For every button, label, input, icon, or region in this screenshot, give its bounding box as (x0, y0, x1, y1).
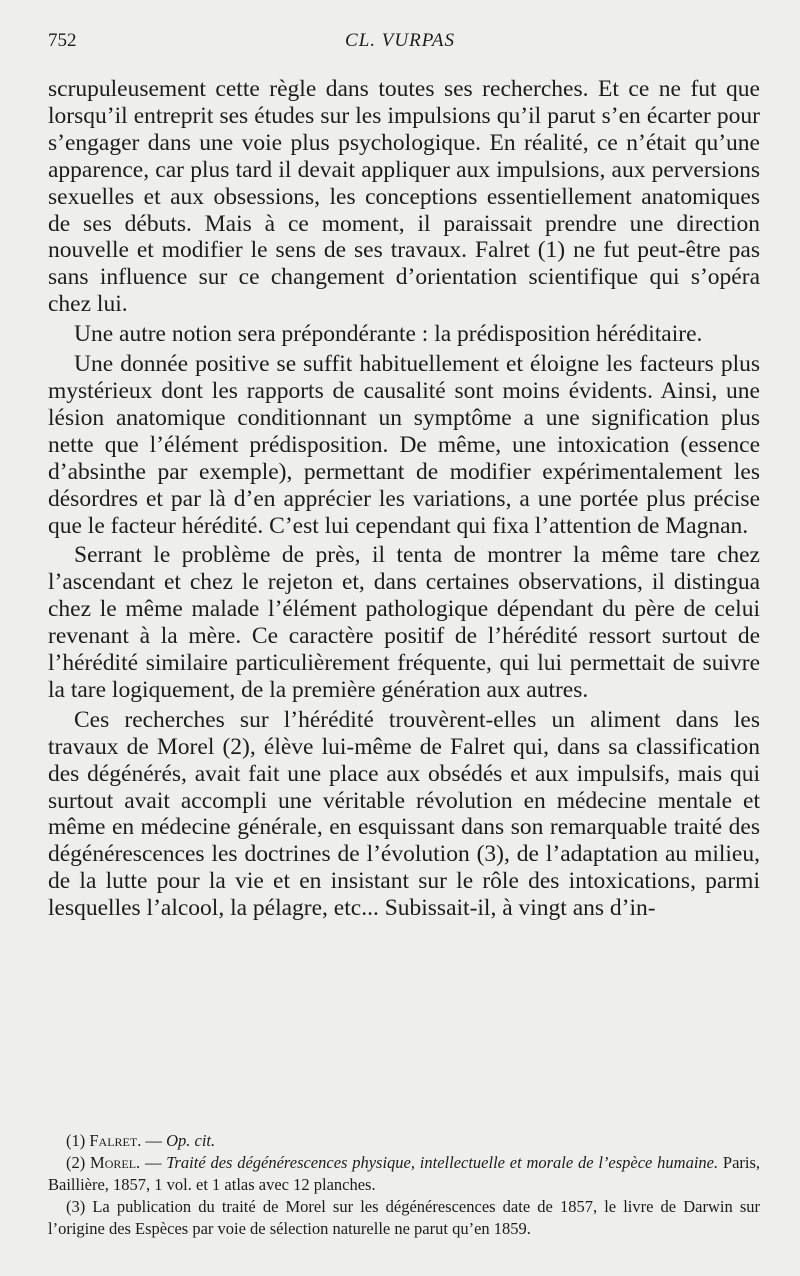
paragraph-5: Ces recherches sur l’hérédité trouvèrent-elles un aliment dans les travaux de Morel (2), élève lui-même de Falret qui, dans sa classification des dégénérés, avait fait une place aux obsédés et aux impulsifs, mais qui surtout avait accompli une véritable révolution en médecine mentale et même en médecine générale, en esquissant dans son remarquable traité des dégénérescences les doctrines de l’évolution (3), de l’adaptation au milieu, de la lutte pour la vie et en insistant sur le rôle des intoxications, parmi lesquelles l’alcool, la pélagre, etc... Subissait-il, à vingt ans d’in- (48, 706, 760, 922)
body-text (48, 76, 760, 922)
paragraph-1: scrupuleusement cette règle dans toutes ses recherches. Et ce ne fut que lorsqu’il entreprit ses études sur les impulsions qu’il parut s’en écarter pour s’engager dans une voie plus psychologique. En réalité, ce n’était qu’une apparence, car plus tard il devait appliquer aux impulsions, aux perversions sexuelles et aux obsessions, les conceptions essentiellement anatomiques de ses débuts. Mais à ce moment, il paraissait prendre une direction nouvelle et modifier le sens de ses travaux. Falret (1) ne fut peut-être pas sans influence sur ce changement d’orientation scientifique qui s’opéra chez lui. (48, 76, 760, 318)
footnote-dash: — (140, 1153, 167, 1172)
running-header (48, 30, 752, 54)
footnote-book-title: Traité des dégénérescences physique, intellectuelle et morale de l’espèce humaine. (166, 1153, 719, 1172)
footnote-3: (3) La publication du traité de Morel sur les dégénérescences date de 1857, le livre de Darwin sur l’origine des Espèces par voie de sélection naturelle ne parut qu’en 1859. (48, 1197, 760, 1238)
paragraph-2: Une autre notion sera prépondérante : la prédisposition héréditaire. (74, 321, 703, 348)
footnote-marker: (2) (66, 1153, 86, 1172)
page-number: 752 (48, 30, 77, 51)
footnote-author: Falret. (89, 1131, 142, 1150)
footnotes (48, 1130, 760, 1240)
footnote-dash: — (141, 1131, 167, 1150)
footnote-publication: Paris, Baillière, 1857, 1 vol. et 1 atlas avec 12 planches. (48, 1153, 761, 1194)
paragraph-4: Serrant le problème de près, il tenta de montrer la même tare chez l’ascendant et chez le rejeton et, dans certaines observations, il distingua chez le même malade l’élément pathologique dépendant du père de celui revenant à la mère. Ce caractère positif de l’hérédité ressort surtout de l’hérédité similaire particulièrement fréquente, qui lui permettait de suivre la tare logiquement, de la première génération aux autres. (48, 542, 760, 703)
footnote-author: Morel. (90, 1153, 141, 1172)
footnote-1 (48, 1130, 760, 1152)
footnote-citation: Op. cit. (166, 1131, 216, 1150)
running-title: CL. VURPAS (345, 30, 455, 51)
paragraph-3: Une donnée positive se suffit habituellement et éloigne les facteurs plus mystérieux dont les rapports de causalité sont moins évidents. Ainsi, une lésion anatomique conditionnant un symptôme a une signification plus nette que l’élément prédisposition. De même, une intoxication (essence d’absinthe par exemple), permettant de modifier expérimentalement les désordres et par là d’en apprécier les variations, a une portée plus précise que le facteur hérédité. C’est lui cependant qui fixa l’attention de Magnan. (48, 351, 760, 539)
footnote-marker: (1) (66, 1131, 86, 1150)
footnote-2 (48, 1152, 760, 1196)
